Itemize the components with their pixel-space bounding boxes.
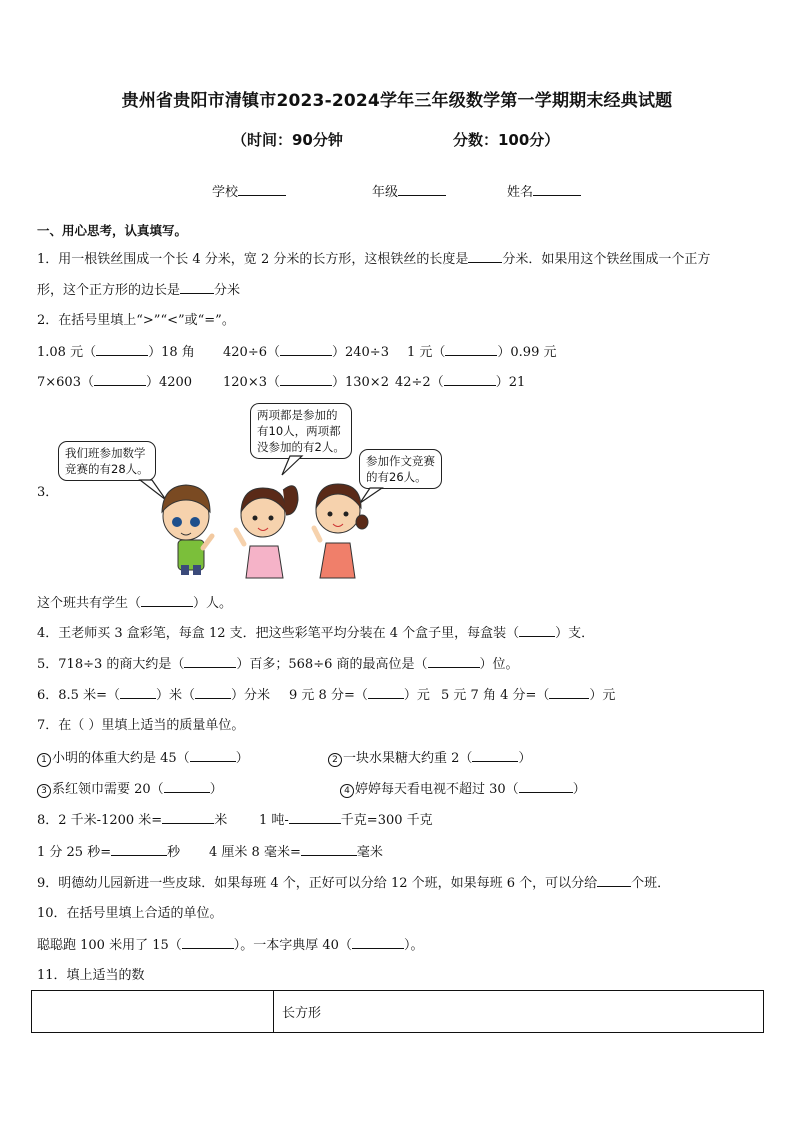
q6-text-1: 6．8.5 米=（: [37, 688, 120, 703]
q10-text-a: 聪聪跑 100 米用了 15（: [37, 938, 182, 953]
q6-text-6: 5 元 7 角 4 分=（: [441, 688, 550, 703]
exam-title: 贵州省贵阳市清镇市2023-2024学年三年级数学第一学期期末经典试题: [121, 91, 673, 111]
bubble-girl1-line1: 两项都是参加的: [257, 408, 338, 422]
bubble-girl1-line3: 没参加的有2人。: [257, 440, 345, 454]
q2-r2-e: 42÷2（: [395, 375, 444, 390]
q9-text-a: 9．明德幼儿园新进一些皮球．如果每班 4 个，正好可以分给 12 个班，如果每班 6 个，可以分给: [37, 876, 598, 891]
q7-item1-end: ）: [235, 751, 249, 766]
q5-blank-2[interactable]: [428, 655, 480, 668]
q2-r2-a: 7×603（: [37, 375, 94, 390]
q7-item4-end: ）: [572, 782, 586, 797]
q7-item2-text: 一块水果糖大约重 2（: [343, 751, 473, 766]
q4-text-a: 4．王老师买 3 盒彩笔，每盒 12 支．把这些彩笔平均分装在 4 个盒子里，每盒装（: [37, 626, 520, 641]
bubble-girl1-line2: 有10人，两项都: [257, 424, 341, 438]
bubble-girl2-line1: 参加作文竞赛: [366, 454, 435, 468]
q11-prompt: 11．填上适当的数: [37, 968, 145, 983]
q2-r2-f: ）21: [495, 375, 526, 390]
q6-blank-3[interactable]: [368, 686, 404, 699]
q7-blank-1[interactable]: [190, 749, 236, 762]
q2-r1-a: 1.08 元（: [37, 345, 97, 360]
girl1-figure: [236, 486, 298, 578]
q9-blank[interactable]: [597, 874, 631, 887]
q8-row2: [37, 843, 777, 861]
q8-text-7: 4 厘米 8 毫米=: [209, 845, 301, 860]
q6-text-7: ）元: [589, 688, 616, 703]
q5-text-a: 5．718÷3 的商大约是（: [37, 657, 185, 672]
name-label: 姓名: [507, 185, 534, 200]
q8-blank-2[interactable]: [289, 811, 341, 824]
q7-item1-text: 小明的体重大约是 45（: [52, 751, 190, 766]
circle-number-3: 3: [37, 784, 51, 798]
q5-line: [37, 655, 519, 674]
q1-text-b: 分米．如果用这个铁丝围成一个正方: [502, 252, 711, 267]
q8-text-3: 1 吨-: [259, 813, 289, 828]
q9-line: [37, 874, 670, 893]
q10-blank-2[interactable]: [352, 936, 404, 949]
q8-blank-3[interactable]: [111, 843, 167, 856]
q4-line: [37, 624, 594, 643]
girl2-figure: [314, 484, 368, 578]
bubble-girl1-tail: [282, 456, 302, 475]
bubble-boy-line1: 我们班参加数学: [65, 446, 146, 460]
q1-text-a: 1．用一根铁丝围成一个长 4 分米，宽 2 分米的长方形，这根铁丝的长度是: [37, 252, 469, 267]
q7-item3-end: ）: [209, 782, 223, 797]
q10-text-c: ）。: [403, 938, 424, 953]
q7-blank-4[interactable]: [519, 780, 573, 793]
q9-text-b: 个班．: [631, 876, 671, 891]
q5-text-c: ）位。: [479, 657, 519, 672]
q3-question: [37, 594, 232, 613]
q6-line: [37, 686, 777, 704]
q8-blank-4[interactable]: [301, 843, 357, 856]
q10-prompt: 10．在括号里填上合适的单位。: [37, 906, 223, 921]
q2-r1-d: ）240÷3: [331, 345, 389, 360]
q4-blank[interactable]: [519, 624, 555, 637]
q7-blank-3[interactable]: [164, 780, 210, 793]
q2-r2-c: 120×3（: [223, 375, 280, 390]
exam-time: （时间：90分钟: [232, 131, 343, 149]
q7-row2: [37, 780, 777, 798]
q1-text-d: 分米: [214, 283, 241, 298]
q5-text-b: ）百多；568÷6 商的最高位是（: [236, 657, 428, 672]
q6-blank-2[interactable]: [195, 686, 231, 699]
q7-prompt: 7．在（ ）里填上适当的质量单位。: [37, 718, 245, 733]
q2-prompt: 2．在括号里填上“>”“<”或“=”。: [37, 313, 235, 328]
boy-figure: [162, 485, 212, 575]
exam-score: 分数：100分）: [453, 131, 560, 149]
section-heading: 一、用心思考，认真填写。: [37, 223, 188, 238]
q6-blank-4[interactable]: [549, 686, 589, 699]
bubble-boy-line2: 竞赛的有28人。: [65, 462, 149, 476]
q6-text-3: ）分米: [231, 688, 271, 703]
q7-row1: [37, 749, 777, 767]
circle-number-1: 1: [37, 753, 51, 767]
q2-r1-b: ）18 角: [148, 345, 195, 360]
q3-text-a: 这个班共有学生（: [37, 596, 142, 611]
q10-text-b: ）。一本字典厚 40（: [233, 938, 352, 953]
q10-blank-1[interactable]: [182, 936, 234, 949]
q2-r1-c: 420÷6（: [223, 345, 280, 360]
q2-r1-e: 1 元（: [407, 345, 446, 360]
q3-blank[interactable]: [141, 594, 193, 607]
q6-blank-1[interactable]: [120, 686, 156, 699]
q2-r2-b: ）4200: [145, 375, 193, 390]
q6-text-5: ）元: [403, 688, 430, 703]
q8-blank-1[interactable]: [162, 811, 214, 824]
q8-text-1: 8．2 千米-1200 米=: [37, 813, 163, 828]
q7-item3-text: 系红领巾需要 20（: [52, 782, 164, 797]
bubble-boy-tail: [140, 480, 166, 500]
bubble-girl2-tail: [360, 488, 382, 503]
table-row: [32, 991, 764, 1033]
grade-label: 年级: [372, 185, 399, 200]
q2-r1-f: ）0.99 元: [497, 345, 557, 360]
q8-text-6: 秒: [167, 845, 181, 860]
q2-r2-d: ）130×2: [331, 375, 389, 390]
q1-text-c: 形，这个正方形的边长是: [37, 283, 181, 298]
q6-text-4: 9 元 8 分=（: [289, 688, 368, 703]
school-label: 学校: [212, 185, 239, 200]
q8-text-2: 米: [214, 813, 228, 828]
q4-text-b: ）支．: [555, 626, 595, 641]
q8-text-4: 千克=300 千克: [340, 813, 433, 828]
q7-blank-2[interactable]: [472, 749, 518, 762]
q5-blank-1[interactable]: [184, 655, 236, 668]
q8-text-8: 毫米: [356, 845, 383, 860]
bubble-girl2-line2: 的有26人。: [366, 470, 427, 484]
q11-cell-rectangle: 长方形: [274, 991, 764, 1033]
q10-line: [37, 936, 423, 955]
q3-number: 3．: [37, 485, 59, 500]
q8-text-5: 1 分 25 秒=: [37, 845, 112, 860]
q11-table: [31, 990, 764, 1033]
q6-text-2: ）米（: [155, 688, 195, 703]
q3-text-b: ）人。: [193, 596, 233, 611]
circle-number-2: 2: [328, 753, 342, 767]
q7-item4-text: 婷婷每天看电视不超过 30（: [355, 782, 519, 797]
circle-number-4: 4: [340, 784, 354, 798]
q7-item2-end: ）: [518, 751, 532, 766]
q8-row1: [37, 811, 777, 829]
q11-cell-empty[interactable]: [32, 991, 274, 1033]
